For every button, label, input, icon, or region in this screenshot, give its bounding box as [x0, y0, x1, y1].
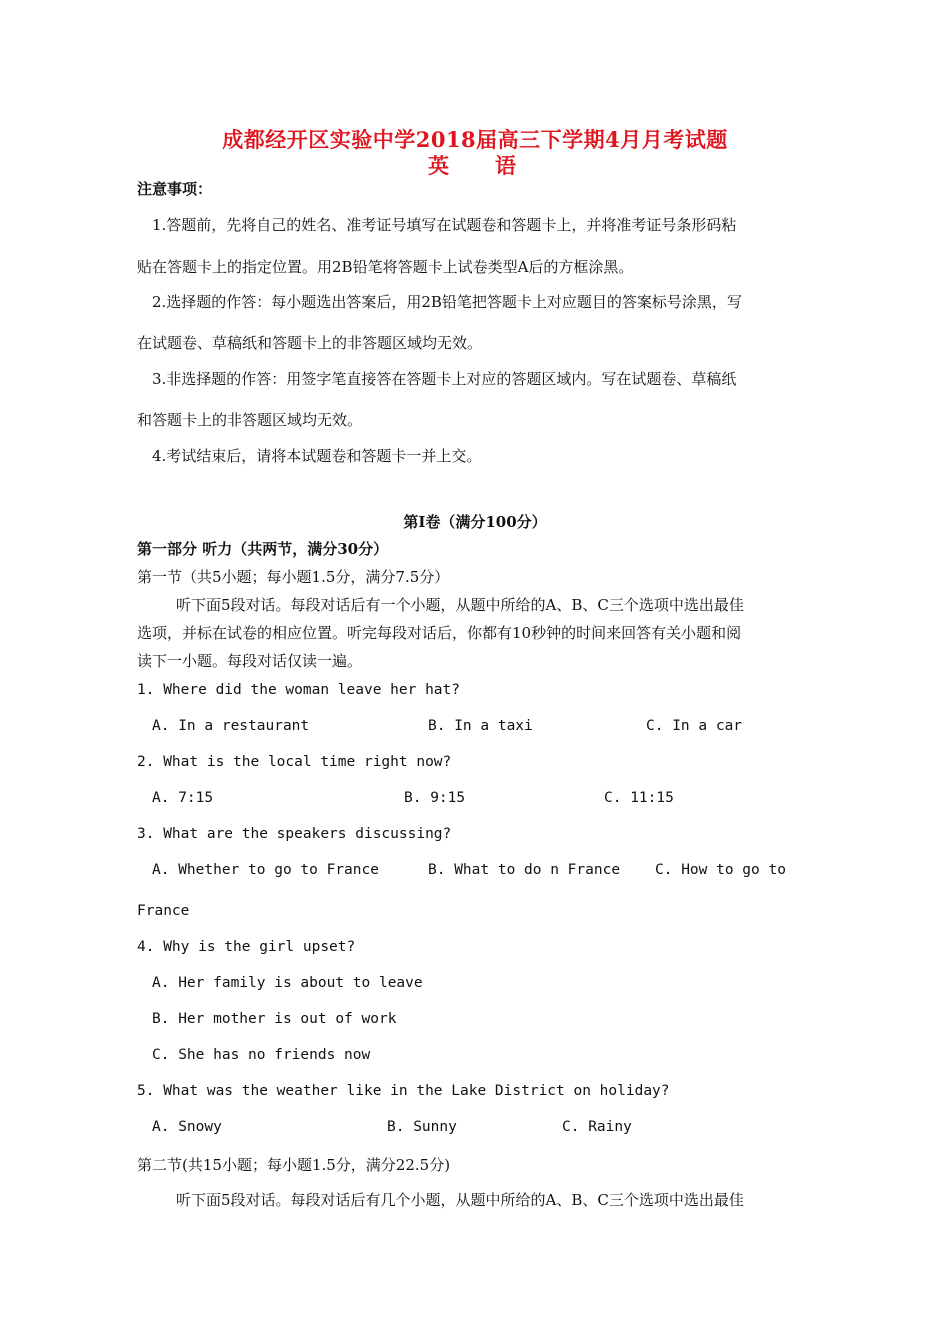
q3-option-b: B. What to do n France: [428, 862, 621, 878]
q4-option-b: B. Her mother is out of work: [152, 1011, 397, 1027]
q3-option-a: A. Whether to go to France: [152, 862, 379, 878]
section1-instruction-c: 读下一小题。每段对话仅读一遍。: [137, 652, 363, 670]
q4-option-a: A. Her family is about to leave: [152, 975, 423, 991]
q5-option-b: B. Sunny: [387, 1119, 457, 1135]
section1-instruction-a: 听下面5段对话。每段对话后有一个小题，从题中所给的A、B、C三个选项中选出最佳: [176, 596, 744, 614]
q1-option-b: B. In a taxi: [428, 718, 533, 734]
notice-item-1b: 贴在答题卡上的指定位置。用2B铅笔将答题卡上试卷类型A后的方框涂黑。: [137, 258, 634, 276]
subject-char-2: 语: [495, 153, 522, 178]
subject-title: [0, 150, 950, 180]
q1-option-c: C. In a car: [646, 718, 743, 734]
exam-title: 成都经开区实验中学2018届高三下学期4月月考试题: [222, 127, 728, 152]
notice-item-4: 4.考试结束后，请将本试题卷和答题卡一并上交。: [152, 447, 482, 465]
question-1: 1. Where did the woman leave her hat?: [137, 682, 461, 698]
section1-heading: 第一节（共5小题；每小题1.5分，满分7.5分）: [137, 568, 450, 586]
q2-option-a: A. 7:15: [152, 790, 214, 806]
question-3: 3. What are the speakers discussing?: [137, 826, 452, 842]
notice-item-1a: 1.答题前，先将自己的姓名、准考证号填写在试题卷和答题卡上，并将准考证号条形码粘: [152, 216, 737, 234]
question-2: 2. What is the local time right now?: [137, 754, 452, 770]
section2-heading: 第二节(共15小题；每小题1.5分，满分22.5分): [137, 1156, 451, 1174]
q3-option-c: C. How to go to: [655, 862, 786, 878]
q4-option-c: C. She has no friends now: [152, 1047, 371, 1063]
q5-option-a: A. Snowy: [152, 1119, 222, 1135]
section1-instruction-b: 选项，并标在试卷的相应位置。听完每段对话后，你都有10秒钟的时间来回答有关小题和阅: [137, 624, 742, 642]
notice-item-2a: 2.选择题的作答：每小题选出答案后，用2B铅笔把答题卡上对应题目的答案标号涂黑，写: [152, 293, 742, 311]
q5-option-c: C. Rainy: [562, 1119, 632, 1135]
q1-option-a: A. In a restaurant: [152, 718, 310, 734]
notice-item-3b: 和答题卡上的非答题区域均无效。: [137, 411, 363, 429]
section2-instruction-a: 听下面5段对话。每段对话后有几个小题，从题中所给的A、B、C三个选项中选出最佳: [176, 1191, 744, 1209]
question-4: 4. Why is the girl upset?: [137, 939, 356, 955]
part1-heading: 第一部分 听力（共两节，满分30分）: [137, 540, 389, 558]
question-5: 5. What was the weather like in the Lake District on holiday?: [137, 1083, 670, 1099]
q3-option-c-continued: France: [137, 903, 190, 919]
notice-heading: 注意事项：: [137, 180, 213, 198]
notice-item-3a: 3.非选择题的作答：用签字笔直接答在答题卡上对应的答题区域内。写在试题卷、草稿纸: [152, 370, 737, 388]
q2-option-b: B. 9:15: [404, 790, 466, 806]
volume-heading: 第Ⅰ卷（满分100分）: [403, 513, 547, 531]
notice-item-2b: 在试题卷、草稿纸和答题卡上的非答题区域均无效。: [137, 334, 483, 352]
subject-char-1: 英: [428, 153, 455, 178]
q2-option-c: C. 11:15: [604, 790, 674, 806]
